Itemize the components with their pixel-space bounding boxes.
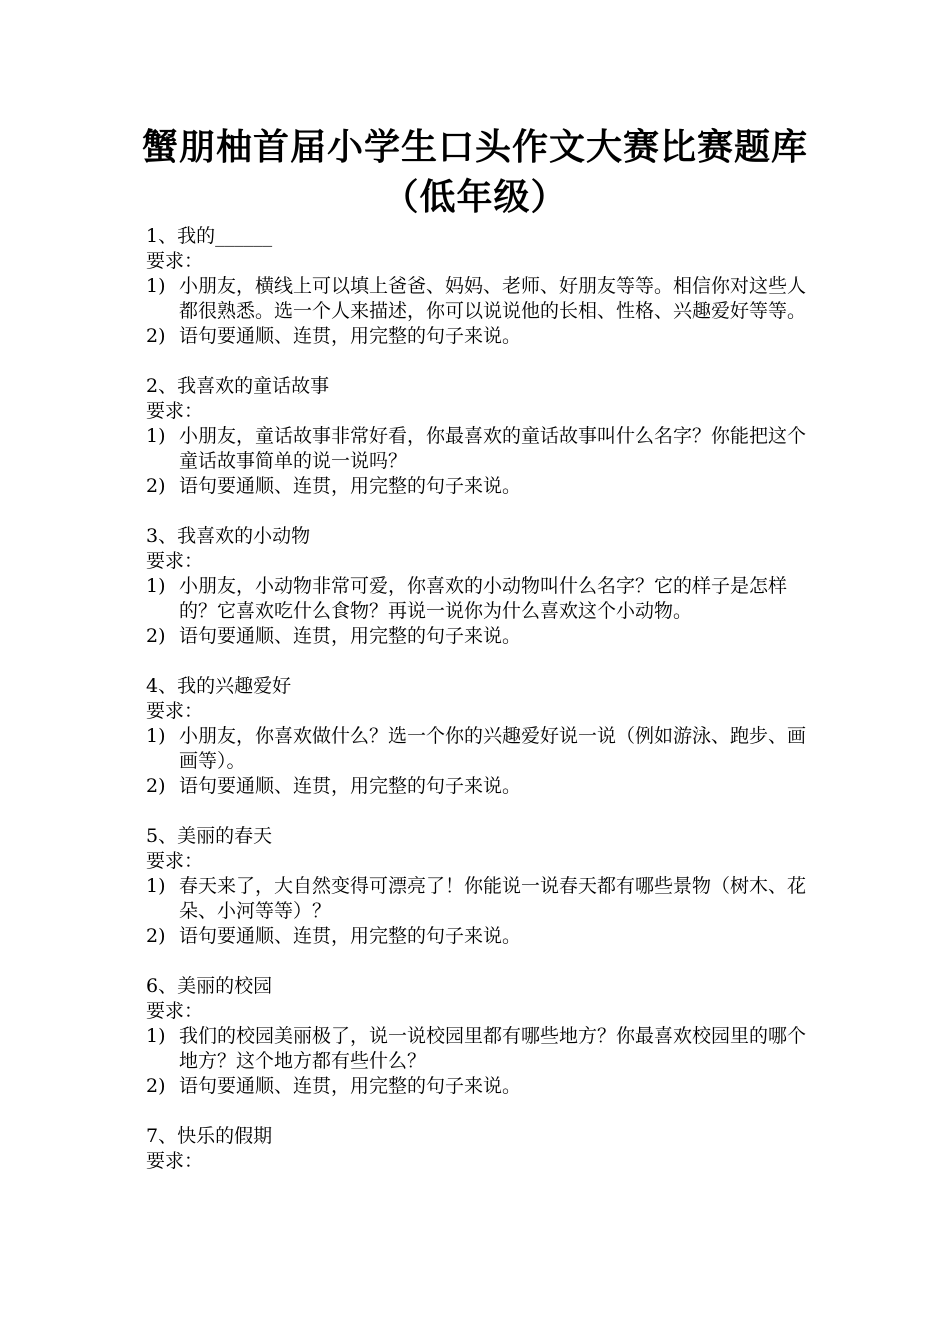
- item-number: 1): [146, 875, 166, 897]
- requirements-label: 要求：: [146, 1000, 204, 1022]
- item-number: 1): [146, 725, 166, 747]
- topic-1: [146, 224, 818, 374]
- requirement-item: [146, 574, 818, 624]
- requirement-item: [146, 724, 818, 774]
- item-number: 2): [146, 925, 166, 947]
- requirement-item: [146, 924, 818, 949]
- page-subtitle: （低年级）: [382, 177, 568, 218]
- requirements-label: 要求：: [146, 250, 204, 272]
- item-number: 2): [146, 475, 166, 497]
- requirements-label: 要求：: [146, 850, 204, 872]
- spacer: [146, 949, 818, 974]
- requirement-item: [146, 1024, 818, 1074]
- spacer: [146, 649, 818, 674]
- item-text: 语句要通顺、连贯，用完整的句子来说。: [179, 775, 522, 797]
- requirement-item: [146, 624, 818, 649]
- item-number: 2): [146, 625, 166, 647]
- requirement-item: [146, 424, 818, 474]
- topic-list: [146, 224, 818, 1174]
- spacer: [146, 1099, 818, 1124]
- topic-heading: 4、我的兴趣爱好: [146, 675, 292, 697]
- requirement-item: [146, 474, 818, 499]
- topic-3: [146, 524, 818, 674]
- topic-2: [146, 374, 818, 524]
- item-text: 语句要通顺、连贯，用完整的句子来说。: [179, 1075, 522, 1097]
- spacer: [146, 499, 818, 524]
- requirement-item: [146, 324, 818, 349]
- item-text: 语句要通顺、连贯，用完整的句子来说。: [179, 475, 522, 497]
- topic-heading: 6、美丽的校园: [146, 975, 273, 997]
- requirement-item: [146, 274, 818, 324]
- item-number: 1): [146, 275, 166, 297]
- requirement-item: [146, 1074, 818, 1099]
- spacer: [146, 799, 818, 824]
- item-text: 小朋友，你喜欢做什么？选一个你的兴趣爱好说一说（例如游泳、跑步、画画等）。: [179, 725, 807, 772]
- page-title: 蟹朋柚首届小学生口头作文大赛比赛题库: [141, 127, 808, 168]
- topic-5: [146, 824, 818, 974]
- requirements-label: 要求：: [146, 1150, 204, 1172]
- topic-7: [146, 1124, 818, 1174]
- item-number: 1): [146, 575, 166, 597]
- item-text: 小朋友，小动物非常可爱，你喜欢的小动物叫什么名字？它的样子是怎样的？它喜欢吃什么食物？再说一说你为什么喜欢这个小动物。: [179, 575, 788, 622]
- item-text: 语句要通顺、连贯，用完整的句子来说。: [179, 625, 522, 647]
- topic-4: [146, 674, 818, 824]
- requirement-item: [146, 774, 818, 799]
- topic-heading: 1、我的______: [146, 225, 273, 247]
- item-number: 2): [146, 775, 166, 797]
- requirement-item: [146, 874, 818, 924]
- requirements-label: 要求：: [146, 550, 204, 572]
- topic-heading: 2、我喜欢的童话故事: [146, 375, 330, 397]
- item-text: 语句要通顺、连贯，用完整的句子来说。: [179, 925, 522, 947]
- requirements-label: 要求：: [146, 400, 204, 422]
- topic-heading: 5、美丽的春天: [146, 825, 273, 847]
- item-text: 我们的校园美丽极了，说一说校园里都有哪些地方？你最喜欢校园里的哪个地方？这个地方都有些什么？: [179, 1025, 807, 1072]
- topic-heading: 7、快乐的假期: [146, 1125, 273, 1147]
- item-number: 1): [146, 425, 166, 447]
- item-text: 春天来了，大自然变得可漂亮了！你能说一说春天都有哪些景物（树木、花朵、小河等等）？: [179, 875, 807, 922]
- item-number: 2): [146, 1075, 166, 1097]
- requirements-label: 要求：: [146, 700, 204, 722]
- item-text: 语句要通顺、连贯，用完整的句子来说。: [179, 325, 522, 347]
- item-number: 1): [146, 1025, 166, 1047]
- spacer: [146, 349, 818, 374]
- topic-heading: 3、我喜欢的小动物: [146, 525, 311, 547]
- item-text: 小朋友，童话故事非常好看，你最喜欢的童话故事叫什么名字？你能把这个童话故事简单的说一说吗？: [179, 425, 807, 472]
- item-number: 2): [146, 325, 166, 347]
- topic-6: [146, 974, 818, 1124]
- item-text: 小朋友，横线上可以填上爸爸、妈妈、老师、好朋友等等。相信你对这些人都很熟悉。选一个人来描述，你可以说说他的长相、性格、兴趣爱好等等。: [179, 275, 807, 322]
